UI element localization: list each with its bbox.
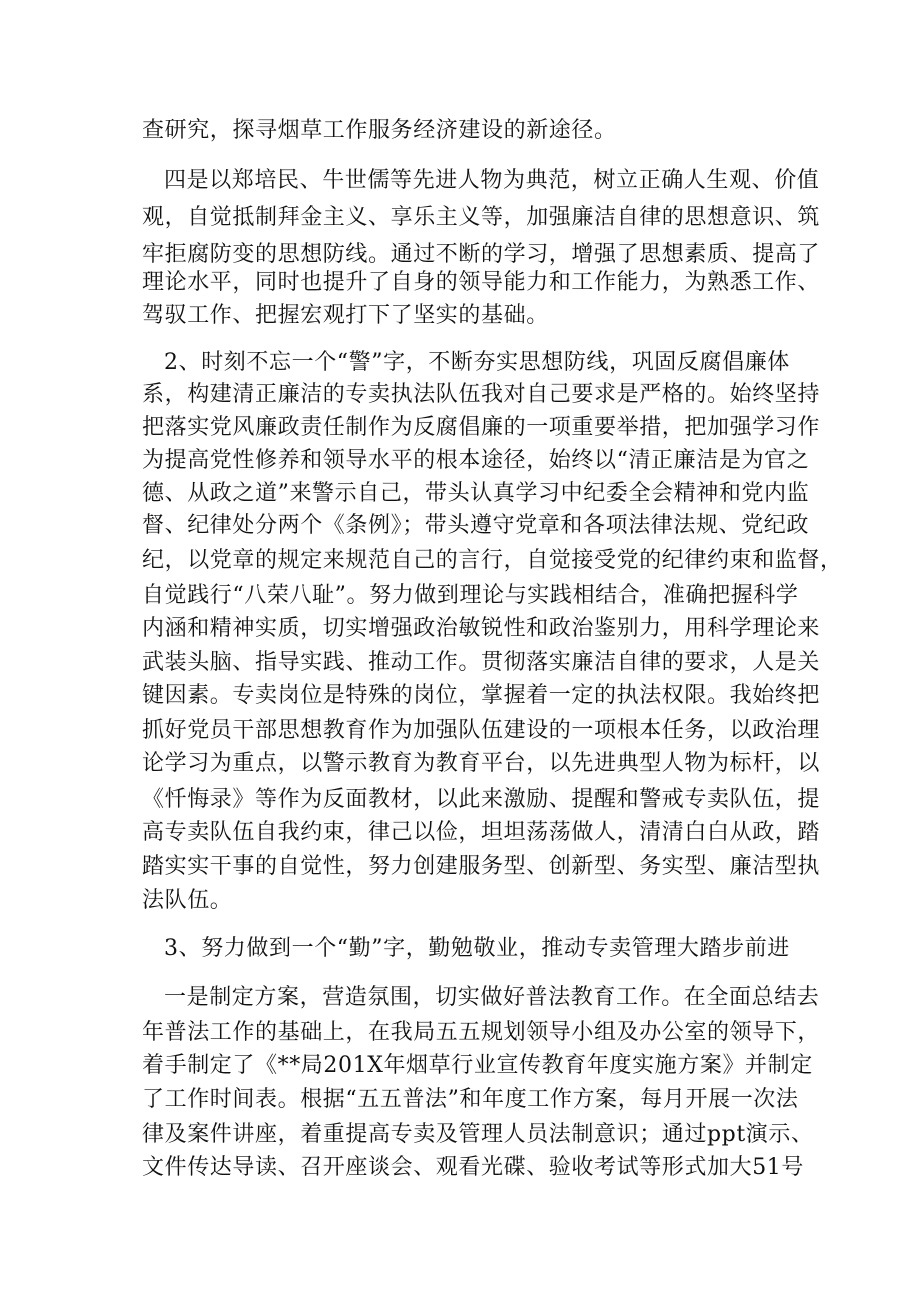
text-line: 3、努力做到一个“勤”字，勤勉敬业，推动专卖管理大踏步前进 <box>164 936 790 961</box>
text-line: 武装头脑、指导实践、推动工作。贯彻落实廉洁自律的要求，人是关 <box>142 650 821 675</box>
text-line: 观，自觉抵制拜金主义、享乐主义等，加强廉洁自律的思想意识、筑 <box>142 205 821 230</box>
text-line: 四是以郑培民、牛世儒等先进人物为典范，树立正确人生观、价值 <box>164 168 820 193</box>
text-line: 自觉践行“八荣八耻”。努力做到理论与实践相结合，准确把握科学 <box>142 583 799 608</box>
text-line: 了工作时间表。根据“五五普法”和年度工作方案，每月开展一次法 <box>142 1087 799 1112</box>
text-line: 抓好党员干部思想教育作为加强队伍建设的一项根本任务，以政治理 <box>142 718 821 743</box>
text-line: 纪，以党章的规定来规范自己的言行，自觉接受党的纪律约束和监督， <box>142 548 843 573</box>
text-line: 牢拒腐防变的思想防线。通过不断的学习，增强了思想素质、提高了 <box>142 242 821 267</box>
text-line: 督、纪律处分两个《条例》；带头遵守党章和各项法律法规、党纪政 <box>142 513 810 538</box>
text-line: 内涵和精神实质，切实增强政治敏锐性和政治鉴别力，用科学理论来 <box>142 616 821 641</box>
text-line: 为提高党性修养和领导水平的根本途径，始终以“清正廉洁是为官之 <box>142 448 810 473</box>
text-line: 年普法工作的基础上，在我局五五规划领导小组及办公室的领导下， <box>142 1020 821 1045</box>
text-line: 法队伍。 <box>142 888 233 913</box>
text-line: 《忏悔录》等作为反面教材，以此来激励、提醒和警戒专卖队伍，提 <box>142 787 821 812</box>
text-line: 理论水平，同时也提升了自身的领导能力和工作能力，为熟悉工作、 <box>142 270 821 295</box>
text-line: 德、从政之道”来警示自己，带头认真学习中纪委全会精神和党内监 <box>142 481 810 506</box>
text-line: 律及案件讲座，着重提高专卖及管理人员法制意识；通过ppt演示、 <box>142 1122 814 1147</box>
text-line: 2、时刻不忘一个“警”字，不断夯实思想防线，巩固反腐倡廉体 <box>164 350 790 375</box>
text-line: 着手制定了《**局201X年烟草行业宣传教育年度实施方案》并制定 <box>142 1053 813 1078</box>
text-line: 系，构建清正廉洁的专卖执法队伍我对自己要求是严格的。始终坚持 <box>142 382 821 407</box>
text-line: 查研究，探寻烟草工作服务经济建设的新途径。 <box>142 118 617 143</box>
text-line: 高专卖队伍自我约束，律己以俭，坦坦荡荡做人，清清白白从政，踏 <box>142 820 821 845</box>
text-line: 踏实实干事的自觉性，努力创建服务型、创新型、务实型、廉洁型执 <box>142 854 821 879</box>
text-line: 把落实党风廉政责任制作为反腐倡廉的一项重要举措，把加强学习作 <box>142 415 821 440</box>
text-line: 驾驭工作、把握宏观打下了坚实的基础。 <box>142 303 549 328</box>
text-line: 论学习为重点，以警示教育为教育平台，以先进典型人物为标杆，以 <box>142 751 821 776</box>
text-line: 一是制定方案，营造氛围，切实做好普法教育工作。在全面总结去 <box>164 985 820 1010</box>
text-line: 文件传达导读、召开座谈会、观看光碟、验收考试等形式加大51号 <box>142 1155 804 1180</box>
text-line: 键因素。专卖岗位是特殊的岗位，掌握着一定的执法权限。我始终把 <box>142 683 821 708</box>
